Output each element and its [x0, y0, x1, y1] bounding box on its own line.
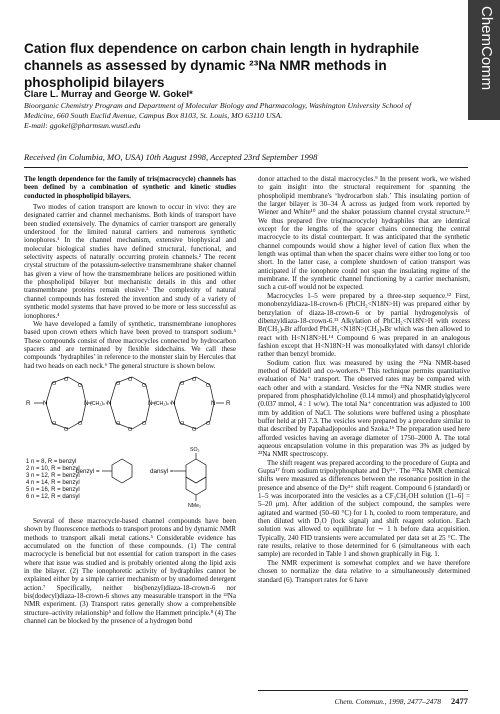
dansyl-label: dansyl =: [150, 467, 174, 475]
compound-item: 4 n = 14, R = benzyl: [26, 479, 80, 486]
svg-text:O: O: [128, 376, 133, 383]
journal-brand-tab: [468, 0, 500, 120]
left-column: [24, 175, 236, 625]
nitrogen-4: N: [148, 399, 153, 407]
r-group-right: R: [226, 399, 231, 407]
r-group-left: R: [26, 399, 31, 407]
nme2-label: NMe₂: [188, 502, 201, 509]
svg-text:O: O: [180, 380, 185, 387]
compound-item: 5 n = 16, R = benzyl: [26, 486, 80, 493]
svg-text:O: O: [206, 420, 211, 427]
paragraph: Several of these macrocycle-based channel compounds have been shown by fluorescence methods to transport protons and by dynamic NMR methods to transport alkali metal cations.⁵ Considerable evidence has accumulated on the function of these compounds. (1) The central macrocycle is beneficial but not essential for cation transport in the cases where that issue was studied and is probably oriented along the lipid axis in the bilayer. (2) The ionophoretic activity of hydraphiles cannot be explained either by a simple carrier mechanism or by unadorned detergent action.⁷ Specifically, neither bis(benzyl)diaza-18-crown-6 nor bis(dodecyl)diaza-18-crown-6 shows any measurable transport in the ²³Na NMR experiment. (3) Transport rates generally show a comprehensible structure–activity relationship⁵ and follow the Hammett principle.⁸ (4) The channel can be blocked by the presence of a hydrogen bond: [24, 516, 236, 626]
compound-item: 2 n = 10, R = benzyl: [26, 465, 80, 472]
affiliation-text: Bioorganic Chemistry Program and Department of Molecular Biology and Pharmacology, Washington University School of Medicine, 660 South Euclid Avenue, Campus Box 8103, St. Louis, MO 63110 USA.: [24, 101, 412, 121]
so2-label: SO₂: [190, 446, 200, 453]
spacer-chain-2: (CH₂)ₙ: [154, 400, 170, 407]
svg-text:O: O: [116, 380, 121, 387]
chemical-structure: [24, 373, 236, 513]
right-column: [258, 175, 470, 584]
paragraph: donor attached to the distal macrocycles.⁹ In the present work, we wished to gain insight into the structural requirement for spanning the phospholipid membrane's ‘hydrocarbon slab.’ This insulating portion of the larger bilayer is 30–34 Å across as judged from work reported by Wiener and White¹⁰ and the shaker potassium channel crystal structure.¹¹ We thus prepared five tris(macrocycle) hydraphiles that are identical except for the lengths of the spacer chains connecting the central macrocycle to its distal counterpart. It was anticipated that the synthetic channel compounds would show a higher level of cation flux when the length was optimal than when the spacer chains were either too long or too short. In the latter case, a complete shutdown of cation transport was anticipated if the ionophore could not span the insulating regime of the membrane. If the synthetic channel functioning by a carrier mechanism, such a cut-off would not be expected.: [258, 175, 470, 292]
svg-text:O: O: [192, 426, 197, 433]
svg-text:O: O: [142, 420, 147, 427]
divider: [24, 167, 468, 168]
nitrogen-2: N: [84, 399, 89, 407]
spacer-chain-1: (CH₂)ₙ: [90, 400, 106, 407]
svg-text:O: O: [116, 420, 121, 427]
received-dates: Received (in Columbia, MO, USA) 10th August 1998, Accepted 23rd September 1998: [24, 152, 318, 162]
nitrogen-5: N: [171, 399, 176, 407]
paragraph: The NMR experiment is somewhat complex and we have therefore chosen to normalize the data relative to a simultaneously determined standard (6). Transport rates for 6 have: [258, 558, 470, 584]
authors: Clare L. Murray and George W. Gokel*: [24, 88, 193, 99]
nitrogen-6: N: [211, 399, 216, 407]
paragraph: Two modes of cation transport are known to occur in vivo: they are designated carrier and channel mechanisms. Both kinds of transport have been studied extensively. The dynamics of carrier transport are generally understood for the limited natural carriers and numerous synthetic ionophores.¹ In the channel mechanism, extensive biophysical and molecular biological studies have defined structural, functional, and selectivity aspects of naturally occurring protein channels.² The recent crystal structure of the potassium-selective transmembrane shaker channel has given a view of how the transmembrane helices are positioned within the phospholipid bilayer but mechanistic details in this and other transmembrane proteins remain elusive.³ The complexity of natural channel compounds has fostered the invention and study of a variety of synthetic model systems that have proved to be more or less successful as ionophores.⁴: [24, 203, 236, 320]
affiliation: [24, 101, 444, 132]
benzyl-label: benzyl =: [76, 467, 100, 475]
compound-item: 6 n = 12, R = dansyl: [26, 493, 80, 500]
footer-divider: [258, 690, 468, 691]
citation: Chem. Commun., 1998, 2477–2478: [334, 697, 441, 706]
svg-text:O: O: [64, 376, 69, 383]
svg-text:O: O: [78, 382, 83, 389]
page-number: 2477: [451, 696, 468, 706]
svg-text:O: O: [128, 426, 133, 433]
paragraph: Macrocycles 1–5 were prepared by a three-step sequence.¹² First, monobenzyldiaza-18-crown-6 (PhCH₂<N18N>H) was prepared either by benzylation of diaza-18-crown-6 or by partial hydrogenolysis of dibenzyldiaza-18-crown-6.¹³ Alkylation of PhCH₂<N18N>H with excess Br(CH₂)ₙBr afforded PhCH₂<N18N>(CH₂)ₙBr which was then allowed to react with H<N18N>H.¹⁴ Compound 6 was prepared in an analogous fashion except that H<N18N>H was monoalkylated with dansyl chloride rather than benzyl bromide.: [258, 291, 470, 359]
svg-text:O: O: [52, 420, 57, 427]
compound-item: 3 n = 12, R = benzyl: [26, 472, 80, 479]
svg-text:O: O: [64, 426, 69, 433]
nitrogen-1: N: [43, 399, 48, 407]
paragraph: Sodium cation flux was measured by using the ²³Na NMR-based method of Riddell and co-workers.¹⁵ This technique permits quantitative evaluation of Na⁺ transport. The observed rates may be compared with each other and with a standard. Vesicles for the ²³Na NMR studies were prepared from phosphatidylcholine (0.14 mmol) and phosphatidylglycerol (0.037 mmol, 4 : 1 w/w). The total Na⁺ concentration was adjusted to 100 mm by addition of NaCl. The solutions were buffered using a phosphate buffer held at pH 7.3. The vesicles were prepared by a procedure similar to that described by Papahadjopoulos and Szoka.¹⁶ The preparation used here afforded vesicles having an average diameter of 1750–2000 Å. The total aqueous encapsulation volume in this preparation was 3% as judged by ²³Na NMR spectroscopy.: [258, 358, 470, 459]
svg-text:O: O: [142, 382, 147, 389]
paragraph: We have developed a family of synthetic, transmembrane ionophores based upon crown ethers which have been proved to transport sodium.⁵ These compounds consist of three macrocycles connected by hydrocarbon spacers and are terminated by flexible sidechains. We call these compounds ‘hydraphiles’ in reference to the monster slain by Hercules that had two heads on each neck.⁶ The general structure is shown below.: [24, 319, 236, 370]
paragraph: The shift reagent was prepared according to the procedure of Gupta and Gupta¹⁷ from sodium tripolyphosphate and Dy³⁺. The ²³Na NMR chemical shifts were measured as differences between the resonance position in the presence and absence of the Dy³⁺ shift reagent. Compound 6 (standard) or 1–5 was incorporated into the vesicles as a CF₃CH₂OH solution ([1–6] = 5–20 μm). After addition of the subject compound, the samples were agitated and warmed (50–60 °C) for 1 h, cooled to room temperature, and then diluted with D₂O (lock signal) and shift reagent solution. Each solution was allowed to equilibrate for ∼ 1 h before data acquisition. Typically, 240 FID transients were accumulated per data set at 25 °C. The rate results, relative to those determined for 6 (simultaneous with each sample) are recorded in Table 1 and shown graphically in Fig. 1.: [258, 458, 470, 559]
abstract: The length dependence for the family of tris(macrocycle) channels has been defined by a combination of synthetic and kinetic studies conducted in phospholipid bilayers.: [24, 175, 236, 200]
svg-text:O: O: [180, 420, 185, 427]
compound-legend: [26, 459, 80, 501]
nitrogen-3: N: [107, 399, 112, 407]
page-footer: [258, 696, 468, 706]
compound-item: 1 n = 8, R = benzyl: [26, 458, 77, 465]
email: E-mail: ggokel@pharmsun.wustl.edu: [24, 121, 141, 131]
svg-text:O: O: [192, 376, 197, 383]
svg-text:O: O: [78, 420, 83, 427]
journal-name: ChemComm: [478, 6, 495, 91]
svg-text:O: O: [52, 380, 57, 387]
svg-text:O: O: [206, 382, 211, 389]
article-title: Cation flux dependence on carbon chain length in hydraphile channels as assessed by dynamic ²³Na NMR methods in phospholipid bilayers: [24, 41, 420, 90]
